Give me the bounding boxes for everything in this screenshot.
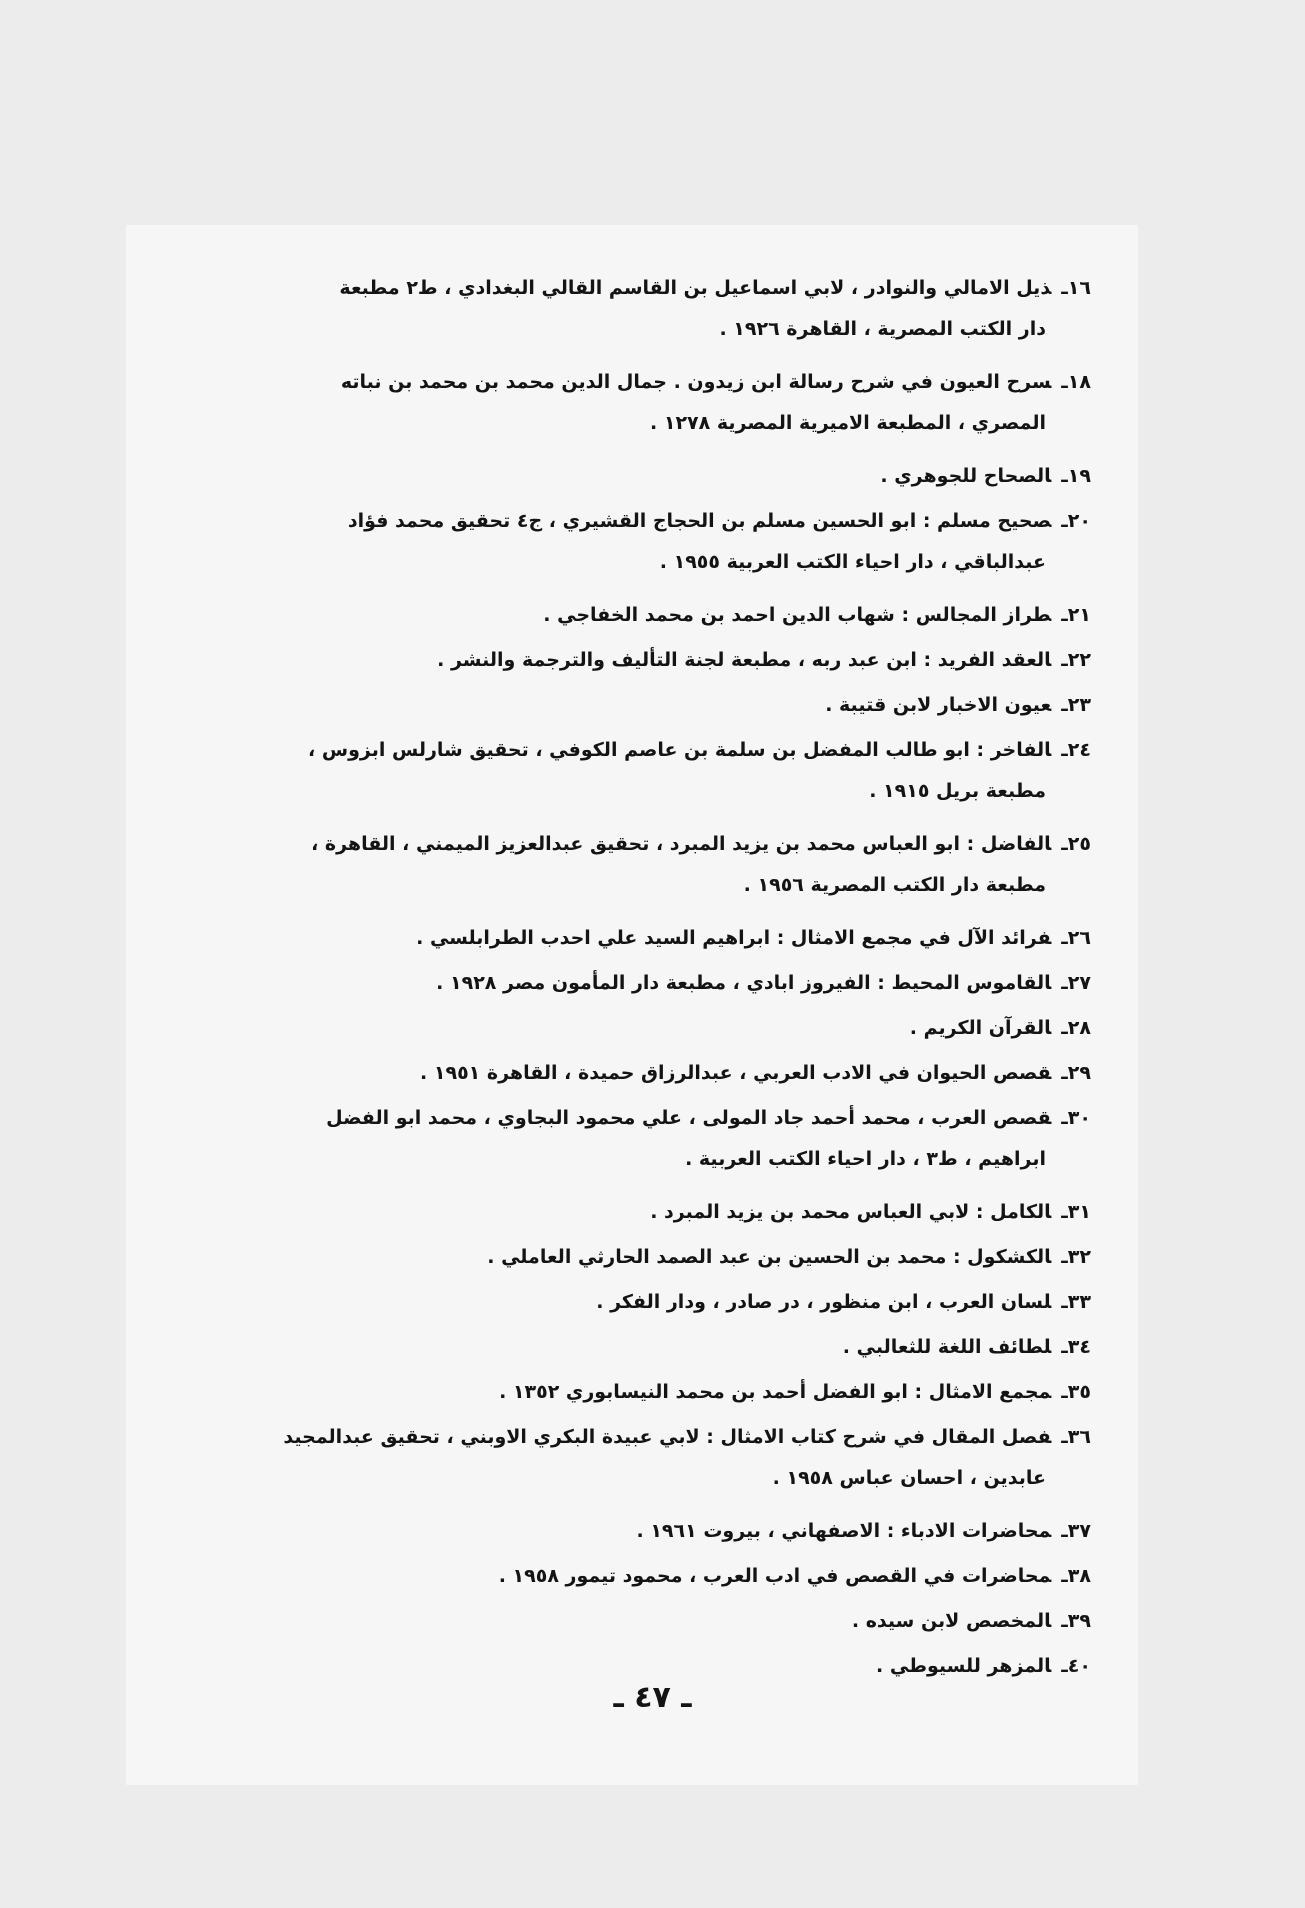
- bibliography-entry: [211, 1098, 1091, 1180]
- bibliography-entry: [211, 730, 1091, 812]
- bibliography-entry: [211, 501, 1091, 583]
- entry-text-continuation: المصري ، المطبعة الاميرية المصرية ١٢٧٨ .: [650, 412, 1046, 434]
- entry-text-continuation: عبدالباقي ، دار احياء الكتب العربية ١٩٥٥ .: [659, 551, 1046, 573]
- bibliography-entry: [211, 685, 1091, 726]
- entry-number: ٢٧ـ: [1061, 972, 1091, 994]
- bibliography-entry: [211, 1601, 1091, 1642]
- entry-number: ٣٦ـ: [1061, 1426, 1091, 1448]
- entry-number: ٤٠ـ: [1061, 1655, 1091, 1677]
- bibliography-entry: [211, 1327, 1091, 1368]
- bibliography-entry: [211, 1053, 1091, 1094]
- entry-number: ١٦ـ: [1061, 277, 1091, 299]
- entry-text: الكشكول : محمد بن الحسين بن عبد الصمد الحارثي العاملي .: [487, 1246, 1052, 1268]
- entry-text: ذيل الامالي والنوادر ، لابي اسماعيل بن القاسم القالي البغدادي ، ط٢ مطبعة: [339, 277, 1052, 299]
- entry-number: ٢٩ـ: [1061, 1062, 1091, 1084]
- entry-number: ٢٣ـ: [1061, 694, 1091, 716]
- entry-text: المزهر للسيوطي .: [876, 1655, 1052, 1677]
- bibliography-entry: [211, 1282, 1091, 1323]
- entry-text-continuation: دار الكتب المصرية ، القاهرة ١٩٢٦ .: [719, 318, 1046, 340]
- bibliography-entry: [211, 918, 1091, 959]
- entry-text-continuation: عابدين ، احسان عباس ١٩٥٨ .: [772, 1467, 1046, 1489]
- entry-text: محاضرات الادباء : الاصفهاني ، بيروت ١٩٦١ .: [636, 1520, 1052, 1542]
- entry-number: ٢٤ـ: [1061, 739, 1091, 761]
- entry-text: طراز المجالس : شهاب الدين احمد بن محمد الخفاجي .: [543, 604, 1052, 626]
- entry-number: ٢٥ـ: [1061, 833, 1091, 855]
- bibliography-entry: [211, 362, 1091, 444]
- entry-text: محاضرات في القصص في ادب العرب ، محمود تيمور ١٩٥٨ .: [498, 1565, 1052, 1587]
- entry-text: الفاخر : ابو طالب المفضل بن سلمة بن عاصم الكوفي ، تحقيق شارلس ابزوس ،: [308, 739, 1052, 761]
- entry-number: ٣٥ـ: [1061, 1381, 1091, 1403]
- entry-text-continuation: مطبعة دار الكتب المصرية ١٩٥٦ .: [743, 874, 1046, 896]
- entry-number: ١٨ـ: [1061, 371, 1091, 393]
- bibliography-entry: [211, 824, 1091, 906]
- entry-number: ٣٠ـ: [1061, 1107, 1091, 1129]
- entry-text: القاموس المحيط : الفيروز ابادي ، مطبعة دار المأمون مصر ١٩٢٨ .: [436, 972, 1052, 994]
- bibliography-entry: [211, 1008, 1091, 1049]
- entry-number: ٢٠ـ: [1061, 510, 1091, 532]
- entry-text: الصحاح للجوهري .: [880, 465, 1052, 487]
- entry-number: ٣٩ـ: [1061, 1610, 1091, 1632]
- entry-text: صحيح مسلم : ابو الحسين مسلم بن الحجاج القشيري ، ج٤ تحقيق محمد فؤاد: [347, 510, 1052, 532]
- entry-number: ٢٨ـ: [1061, 1017, 1091, 1039]
- bibliography-entry: [211, 1511, 1091, 1552]
- entry-number: ٣١ـ: [1061, 1201, 1091, 1223]
- bibliography-entry: [211, 1556, 1091, 1597]
- bibliography-entry: [211, 1192, 1091, 1233]
- entry-number: ٣٨ـ: [1061, 1565, 1091, 1587]
- entry-text: المخصص لابن سيده .: [851, 1610, 1052, 1632]
- entry-text: مجمع الامثال : ابو الفضل أحمد بن محمد النيسابوري ١٣٥٢ .: [499, 1381, 1052, 1403]
- entry-text: قصص الحيوان في الادب العربي ، عبدالرزاق حميدة ، القاهرة ١٩٥١ .: [420, 1062, 1052, 1084]
- bibliography-entry: [211, 963, 1091, 1004]
- entry-text-continuation: ابراهيم ، ط٣ ، دار احياء الكتب العربية .: [685, 1148, 1046, 1170]
- page-number: ـ ٤٧ ـ: [613, 1680, 692, 1715]
- entry-number: ٣٧ـ: [1061, 1520, 1091, 1542]
- entry-number: ٣٣ـ: [1061, 1291, 1091, 1313]
- entry-text: فرائد الآل في مجمع الامثال : ابراهيم السيد علي احدب الطرابلسي .: [416, 927, 1052, 949]
- entry-number: ٢١ـ: [1061, 604, 1091, 626]
- entry-text: عيون الاخبار لابن قتيبة .: [825, 694, 1052, 716]
- entry-number: ٣٤ـ: [1061, 1336, 1091, 1358]
- entry-text: القرآن الكريم .: [909, 1017, 1052, 1039]
- entry-number: ٣٢ـ: [1061, 1246, 1091, 1268]
- bibliography-entry: [211, 268, 1091, 350]
- bibliography-entry: [211, 1372, 1091, 1413]
- entry-text: فصل المقال في شرح كتاب الامثال : لابي عبيدة البكري الاوبني ، تحقيق عبدالمجيد: [283, 1426, 1052, 1448]
- entry-number: ١٩ـ: [1061, 465, 1091, 487]
- bibliography-entry: [211, 640, 1091, 681]
- entry-text: قصص العرب ، محمد أحمد جاد المولى ، علي محمود البجاوي ، محمد ابو الفضل: [326, 1107, 1052, 1129]
- entry-number: ٢٦ـ: [1061, 927, 1091, 949]
- entry-text: الكامل : لابي العباس محمد بن يزيد المبرد .: [650, 1201, 1052, 1223]
- bibliography-entry: [211, 1237, 1091, 1278]
- bibliography-entry: [211, 1417, 1091, 1499]
- bibliography-list: [211, 268, 1091, 1691]
- entry-number: ٢٢ـ: [1061, 649, 1091, 671]
- entry-text: الفاضل : ابو العباس محمد بن يزيد المبرد ، تحقيق عبدالعزيز الميمني ، القاهرة ،: [311, 833, 1052, 855]
- entry-text: لطائف اللغة للثعالبي .: [842, 1336, 1052, 1358]
- entry-text-continuation: مطبعة بريل ١٩١٥ .: [869, 780, 1046, 802]
- entry-text: العقد الفريد : ابن عبد ربه ، مطبعة لجنة التأليف والترجمة والنشر .: [437, 649, 1052, 671]
- entry-text: سرح العيون في شرح رسالة ابن زيدون . جمال الدين محمد بن محمد بن نباته: [340, 371, 1052, 393]
- entry-text: لسان العرب ، ابن منظور ، در صادر ، ودار الفكر .: [596, 1291, 1052, 1313]
- bibliography-entry: [211, 456, 1091, 497]
- bibliography-entry: [211, 595, 1091, 636]
